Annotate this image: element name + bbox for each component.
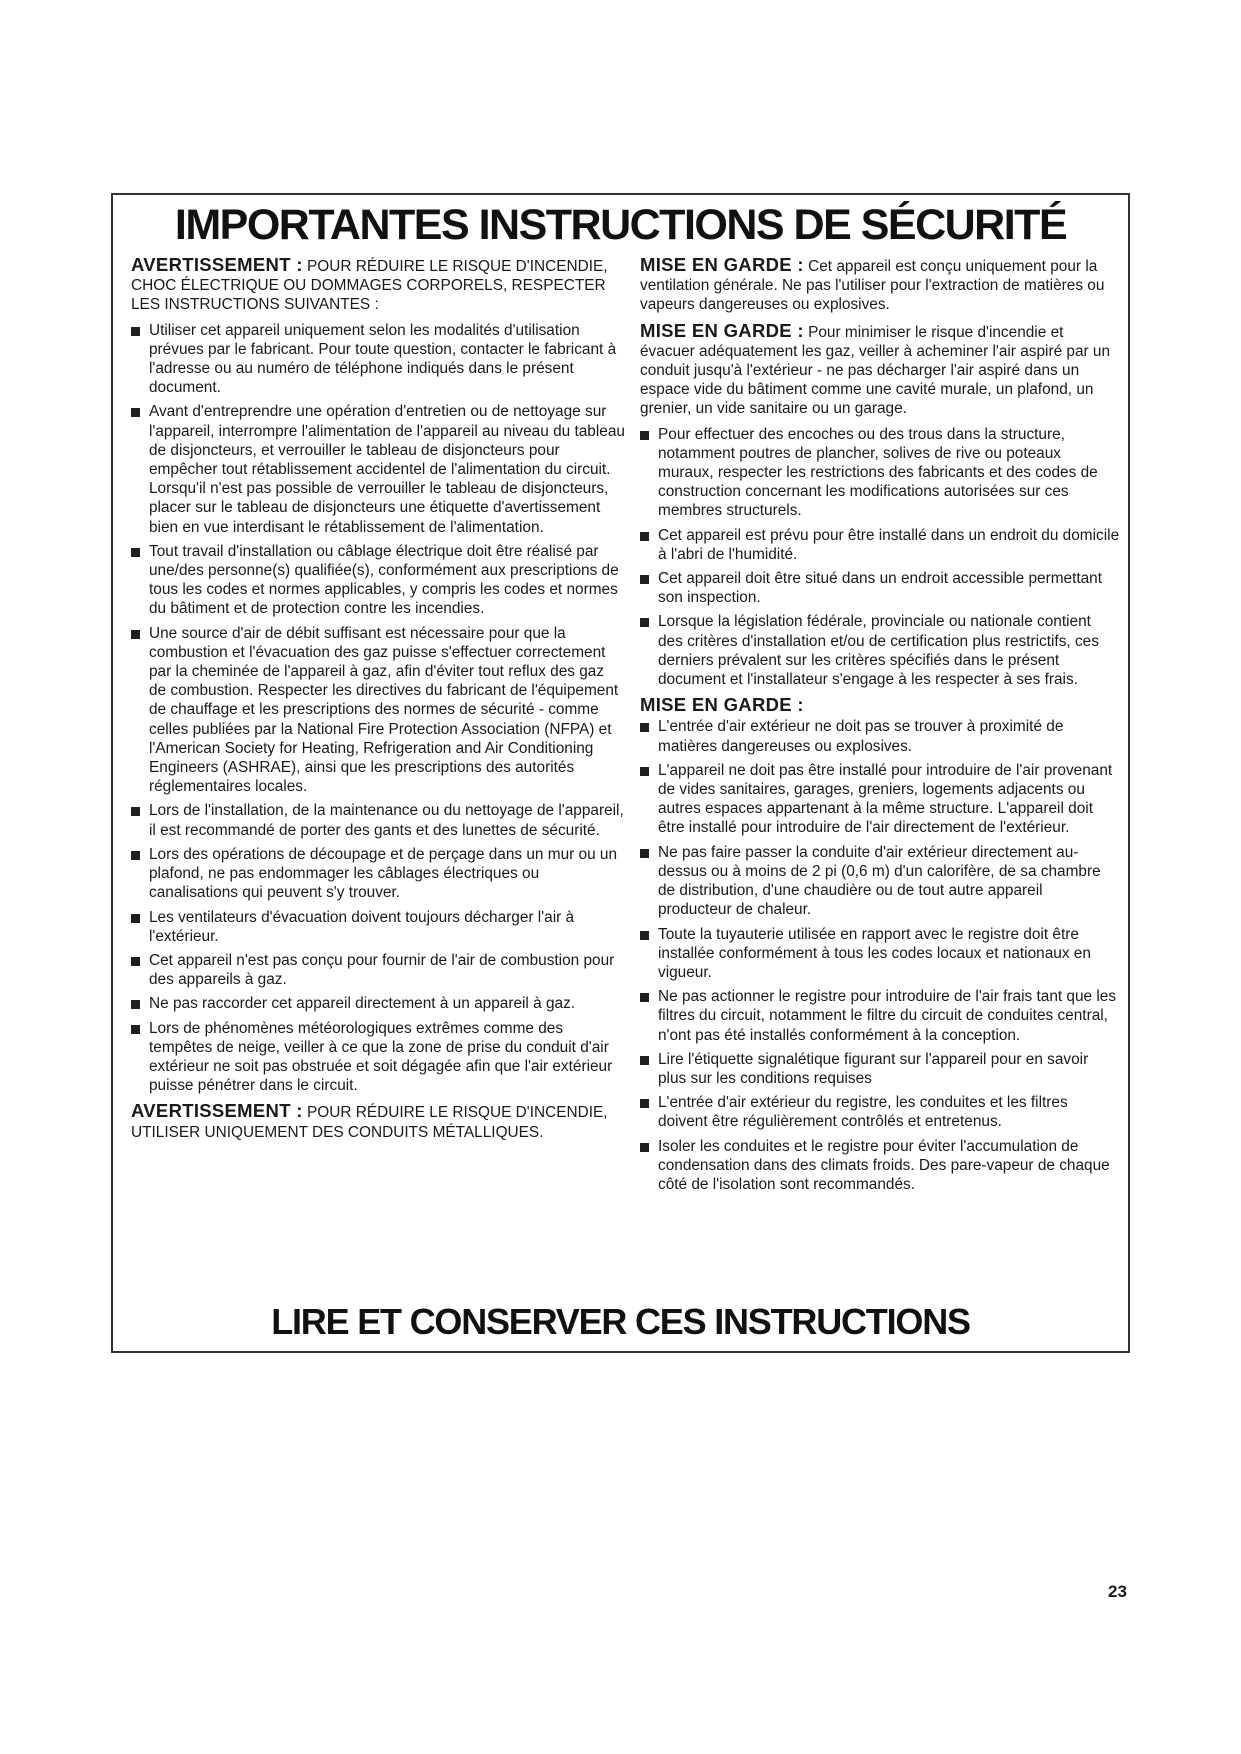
list-item [131, 801, 625, 839]
square-bullet-icon [640, 431, 649, 440]
caution-exhaust [640, 321, 1120, 419]
list-item-text: Les ventilateurs d'évacuation doivent toujours décharger l'air à l'extérieur. [149, 908, 575, 945]
list-item [640, 569, 1120, 607]
list-item-text: Lors de phénomènes météorologiques extrêmes comme des tempêtes de neige, veiller à ce que la zone de prise du conduit d'air extérieur ne soit pas obstruée et soit dégagée afin que l'air extérieur puisse pénétrer dans le circuit. [149, 1019, 613, 1095]
square-bullet-icon [640, 618, 649, 627]
list-item-text: Ne pas actionner le registre pour introduire de l'air frais tant que les filtres du circuit, notamment le filtre du circuit de conduites central, n'ont pas été installés conformément à la conception. [658, 988, 1117, 1044]
list-item-text: Lorsque la législation fédérale, provinciale ou nationale contient des critères d'installation et/ou de certification plus restrictifs, ces derniers prévalent sur les critères spécifiés dans le présent document et l'installateur s'engage à les respecter à ses frais. [658, 613, 1099, 689]
page-number: 23 [1108, 1582, 1127, 1601]
list-item [640, 717, 1120, 755]
right-bullet-list-b [640, 717, 1120, 1194]
list-item-text: Lors des opérations de découpage et de perçage dans un mur ou un plafond, ne pas endommager les câblages électriques ou canalisations qui peuvent s'y trouver. [149, 845, 618, 902]
left-bullet-list [131, 321, 625, 1096]
square-bullet-icon [640, 532, 649, 541]
list-item-text: L'entrée d'air extérieur du registre, les conduites et les filtres doivent être régulièrement contrôlés et entretenus. [658, 1094, 1068, 1131]
caution-ventilation [640, 255, 1120, 315]
warning-intro [131, 255, 625, 315]
square-bullet-icon [131, 1025, 140, 1034]
list-item-text: Tout travail d'installation ou câblage électrique doit être réalisé par une/des personne(s) qualifiée(s), conformément aux prescriptions de tous les codes et normes applicables, y compris les codes et normes du bâtiment et de protection contre les incendies. [149, 542, 619, 618]
list-item [640, 761, 1120, 838]
list-item-text: Une source d'air de débit suffisant est nécessaire pour que la combustion et l'évacuation des gaz puisse s'effectuer correctement par la cheminée de l'appareil à gaz, afin d'éviter tout reflux des gaz de combustion. Respecter les directives du fabricant de l'équipement de chauffage et les prescriptions des normes de sécurité - comme celles publiées par la National Fire Protection Association (NFPA) et l'American Society for Heating, Refrigeration and Air Conditioning Engineers (ASHRAE), ainsi que les prescriptions des autorités réglementaires locales. [149, 624, 619, 796]
list-item-text: Lors de l'installation, de la maintenance ou du nettoyage de l'appareil, il est recommandé de porter des gants et des lunettes de sécurité. [149, 802, 624, 839]
list-item [640, 1093, 1120, 1131]
square-bullet-icon [640, 767, 649, 776]
list-item-text: Cet appareil est prévu pour être installé dans un endroit du domicile à l'abri de l'humidité. [658, 526, 1120, 563]
list-item [131, 321, 625, 398]
list-item [640, 612, 1120, 689]
list-item-text: Lire l'étiquette signalétique figurant sur l'appareil pour en savoir plus sur les conditions requises [658, 1050, 1089, 1087]
warning-end-label: AVERTISSEMENT : [131, 1100, 303, 1122]
caution-exhaust-label: MISE EN GARDE : [640, 319, 804, 341]
page-title: IMPORTANTES INSTRUCTIONS DE SÉCURITÉ [174, 201, 1067, 249]
list-item-text: Ne pas raccorder cet appareil directement à un appareil à gaz. [149, 995, 576, 1013]
warning-end-text: POUR RÉDUIRE LE RISQUE D'INCENDIE, UTILISER UNIQUEMENT DES CONDUITS MÉTALLIQUES. [131, 1104, 608, 1141]
square-bullet-icon [131, 957, 140, 966]
list-item [131, 624, 625, 797]
square-bullet-icon [640, 1099, 649, 1108]
list-item [131, 994, 625, 1013]
list-item-text: Isoler les conduites et le registre pour éviter l'accumulation de condensation dans des climats froids. Des pare-vapeur de chaque côté de l'isolation sont recommandés. [658, 1137, 1110, 1193]
list-item [131, 542, 625, 619]
square-bullet-icon [131, 807, 140, 816]
list-item [640, 987, 1120, 1045]
caution-ventilation-label: MISE EN GARDE : [640, 254, 804, 275]
square-bullet-icon [640, 1056, 649, 1065]
list-item-text: Utiliser cet appareil uniquement selon les modalités d'utilisation prévues par le fabricant. Pour toute question, contacter le fabricant à l'adresse ou au numéro de téléphone indiqués dans le présent document. [149, 321, 617, 397]
square-bullet-icon [640, 575, 649, 584]
list-item [131, 845, 625, 903]
square-bullet-icon [131, 327, 140, 336]
square-bullet-icon [131, 851, 140, 860]
list-item [640, 1050, 1120, 1088]
safety-instructions-box [111, 193, 1130, 1353]
warning-intro-text: POUR RÉDUIRE LE RISQUE D'INCENDIE, CHOC ÉLECTRIQUE OU DOMMAGES CORPORELS, RESPECTER LES INSTRUCTIONS SUIVANTES : [131, 258, 608, 314]
list-item [131, 908, 625, 946]
square-bullet-icon [131, 1000, 140, 1009]
footer-title: LIRE ET CONSERVER CES INSTRUCTIONS [271, 1301, 970, 1342]
square-bullet-icon [131, 630, 140, 639]
list-item-text: Avant d'entreprendre une opération d'entretien ou de nettoyage sur l'appareil, interrompre l'alimentation de l'appareil au niveau du tableau de disjoncteurs, et verrouiller le tableau de disjoncteurs pour empêcher tout rétablissement accidentel de l'alimentation du circuit. Lorsqu'il n'est pas possible de verrouiller le tableau de disjoncteurs, placer sur le tableau de disjoncteurs une étiquette d'avertissement bien en vue interdisant le rétablissement de l'alimentation. [149, 403, 625, 536]
caution-heading: MISE EN GARDE : [640, 694, 804, 716]
list-item [640, 425, 1120, 521]
list-item [131, 951, 625, 989]
warning-intro-label: AVERTISSEMENT : [131, 254, 303, 275]
square-bullet-icon [131, 408, 140, 417]
square-bullet-icon [640, 1143, 649, 1152]
caution-ventilation-text: Cet appareil est conçu uniquement pour la ventilation générale. Ne pas l'utiliser pour l'extraction de matières ou vapeurs dangereuses ou explosives. [640, 258, 1105, 314]
caution-exhaust-text: Pour minimiser le risque d'incendie et évacuer adéquatement les gaz, veiller à acheminer l'air aspiré par un conduit jusqu'à l'extérieur - ne pas décharger l'air aspiré dans un espace vide du bâtiment comme une cavité murale, un plafond, un grenier, un vide sanitaire ou un garage. [640, 323, 1111, 418]
list-item [640, 1137, 1120, 1195]
left-column [131, 255, 625, 1148]
right-bullet-list-a [640, 425, 1120, 690]
list-item-text: Pour effectuer des encoches ou des trous dans la structure, notamment poutres de plancher, solives de rive ou poteaux muraux, respecter les restrictions des fabricants et des codes de construction concernant les modifications autorisées sur ces membres structurels. [658, 425, 1098, 520]
list-item-text: Ne pas faire passer la conduite d'air extérieur directement au-dessus ou à moins de 2 pi (0,6 m) d'un calorifère, de sa chambre de distribution, d'une chaudière ou de tout autre appareil producteur de chaleur. [658, 843, 1101, 919]
list-item [640, 925, 1120, 983]
square-bullet-icon [131, 548, 140, 557]
square-bullet-icon [131, 914, 140, 923]
square-bullet-icon [640, 931, 649, 940]
list-item-text: Cet appareil n'est pas conçu pour fournir de l'air de combustion pour des appareils à gaz. [149, 951, 615, 989]
square-bullet-icon [640, 993, 649, 1002]
list-item [131, 1019, 625, 1096]
list-item-text: Cet appareil doit être situé dans un endroit accessible permettant son inspection. [658, 570, 1103, 607]
list-item [640, 526, 1120, 564]
right-column [640, 255, 1120, 1200]
list-item-text: L'appareil ne doit pas être installé pour introduire de l'air provenant de vides sanitaires, garages, greniers, logements adjacents ou autres espaces appartenant à la même structure. L'appareil doit être installé pour introduire de l'air directement de l'extérieur. [658, 761, 1113, 837]
square-bullet-icon [640, 723, 649, 732]
list-item-text: Toute la tuyauterie utilisée en rapport avec le registre doit être installée conformément à tous les codes locaux et nationaux en vigueur. [658, 925, 1091, 981]
list-item-text: L'entrée d'air extérieur ne doit pas se trouver à proximité de matières dangereuses ou explosives. [658, 718, 1064, 755]
square-bullet-icon [640, 849, 649, 858]
list-item [131, 402, 625, 536]
warning-end [131, 1101, 625, 1141]
list-item [640, 843, 1120, 920]
